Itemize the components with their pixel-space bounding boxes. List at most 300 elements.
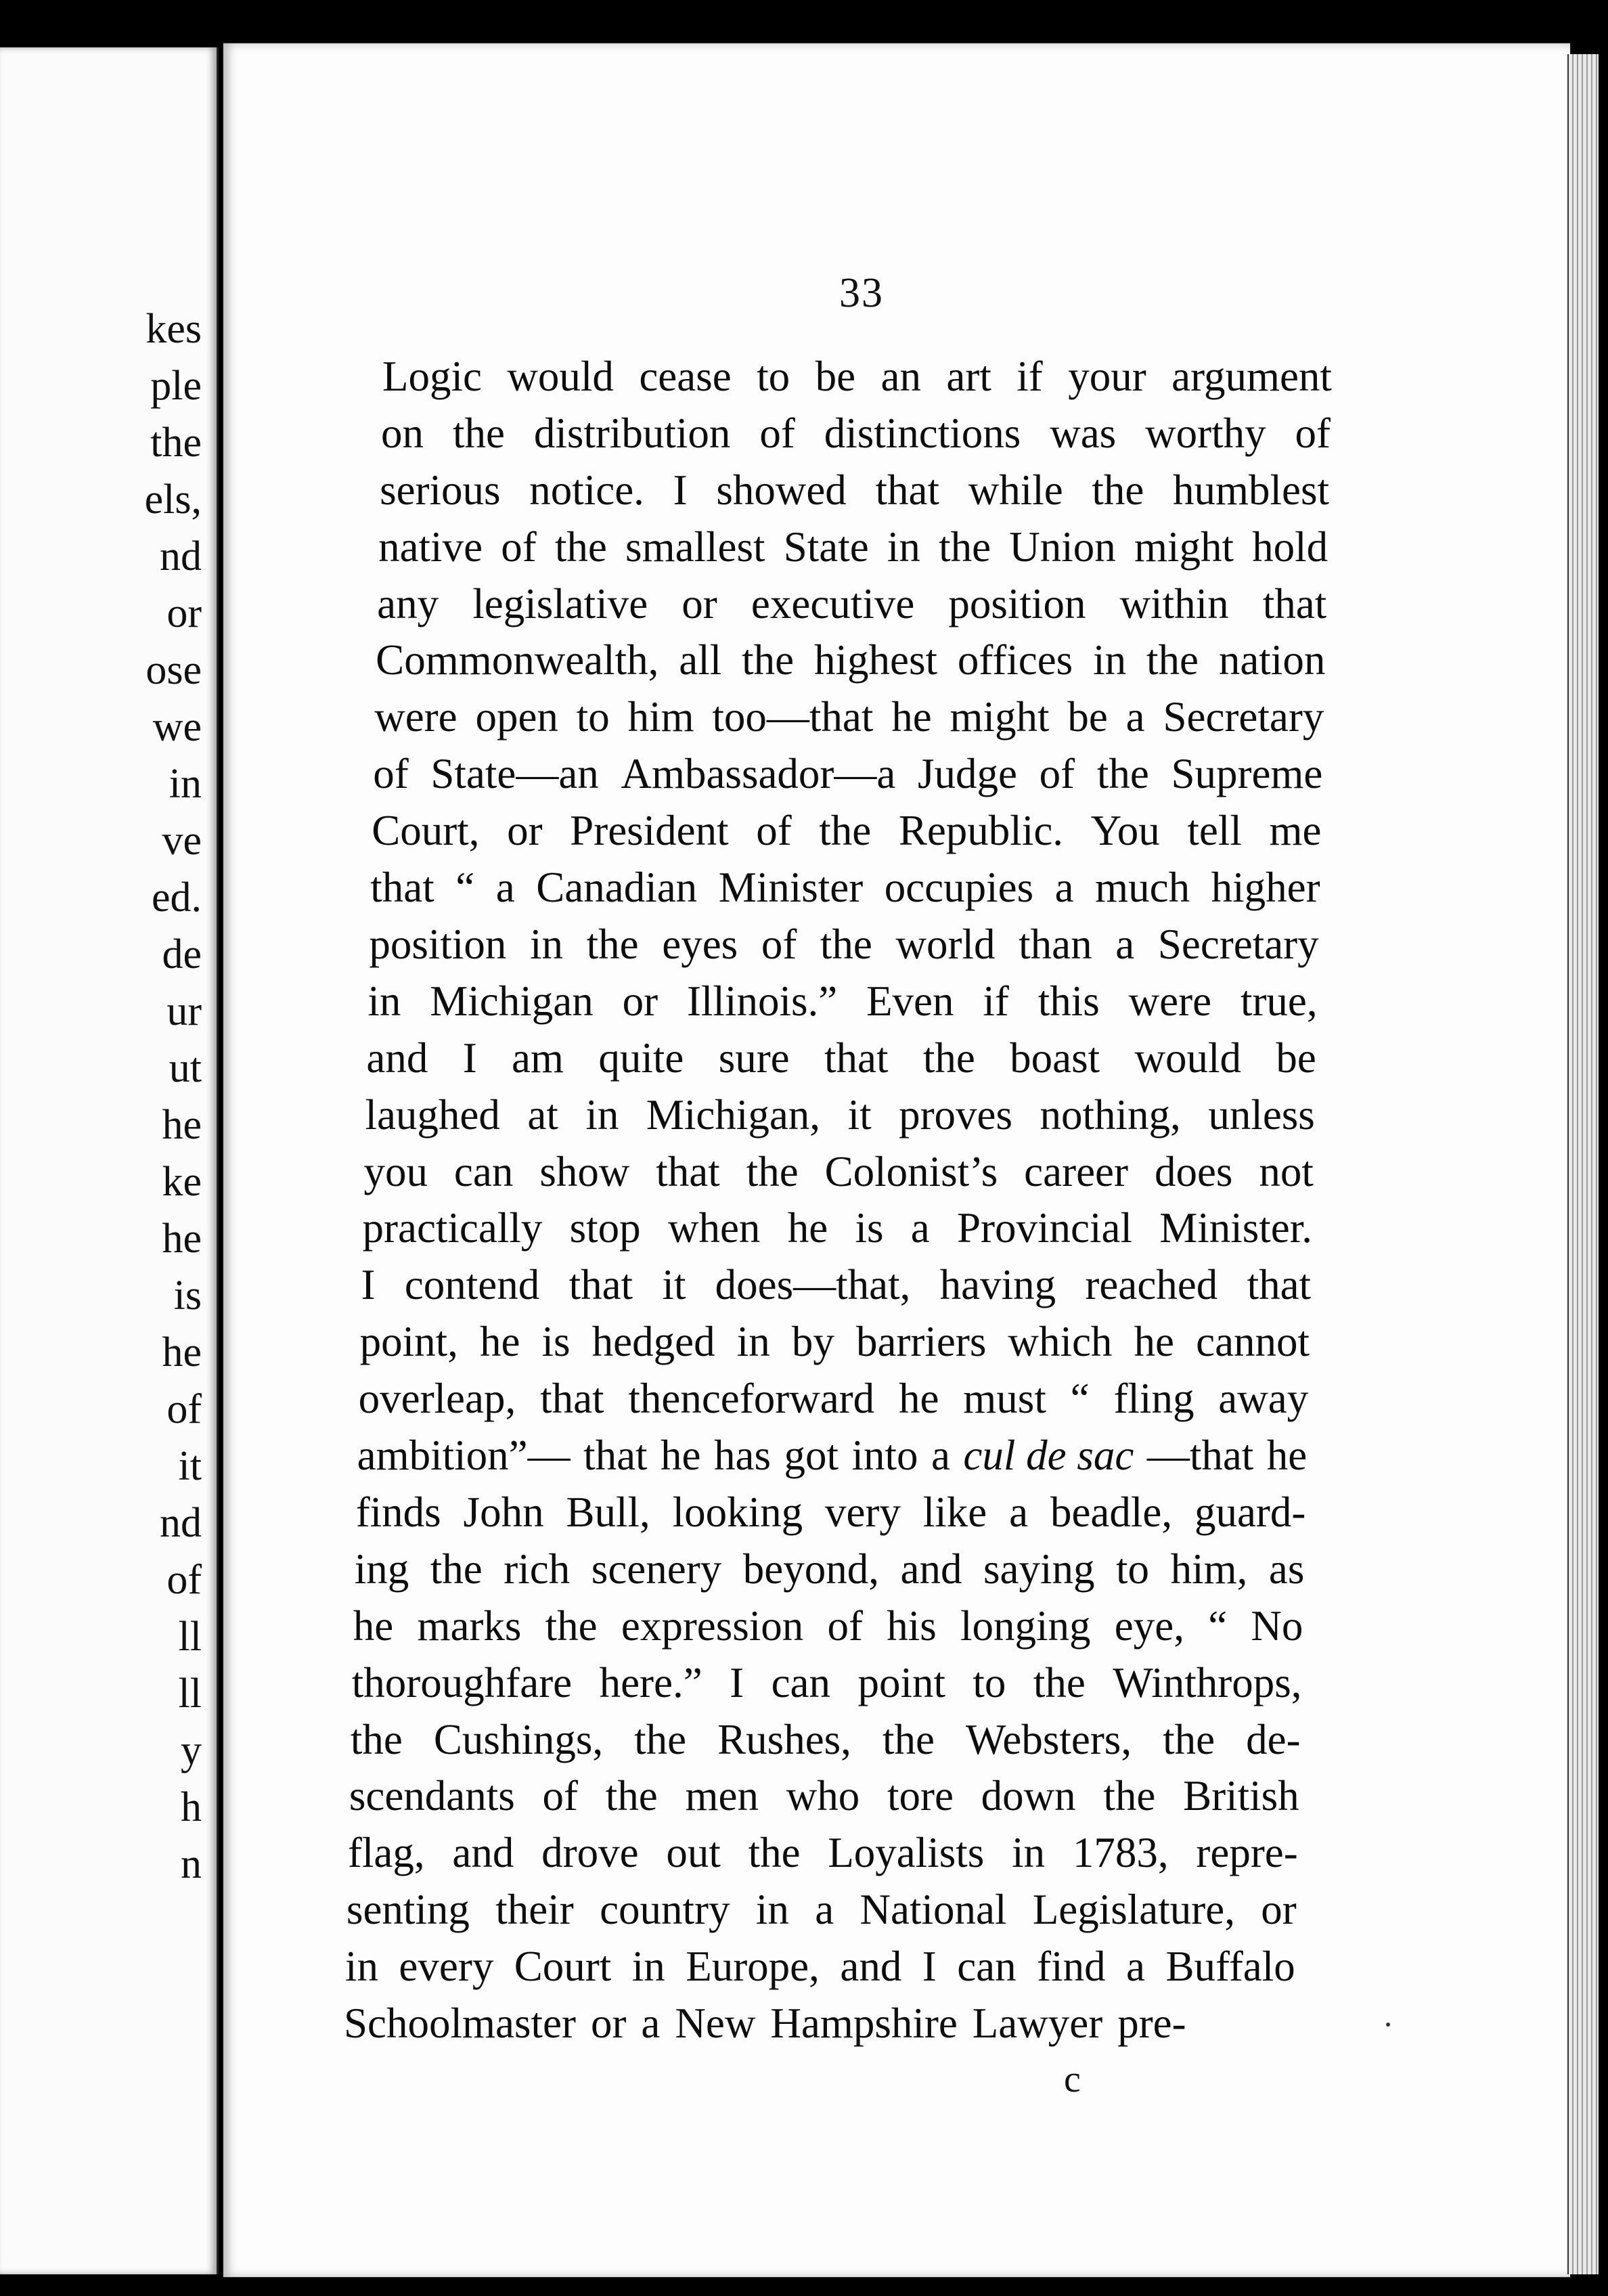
text-line (365, 1090, 1315, 1139)
word: in (736, 1318, 770, 1366)
word: it (662, 1261, 686, 1309)
word: senting (346, 1886, 470, 1934)
word: worthy (1145, 409, 1266, 457)
word: a (815, 1886, 834, 1934)
word: legislative (472, 579, 648, 627)
previous-page-text: he (162, 1216, 202, 1262)
word: the (545, 1602, 598, 1650)
word: show (539, 1147, 630, 1195)
word: reached (1085, 1261, 1218, 1309)
word: am (512, 1034, 564, 1082)
word: the (1096, 750, 1149, 798)
word: too—that (712, 693, 874, 741)
word: if (1017, 353, 1043, 400)
previous-page-text: it (178, 1443, 202, 1489)
word: which (1008, 1318, 1113, 1366)
word: ing (354, 1545, 409, 1593)
text-line (363, 1147, 1314, 1195)
word: of (756, 807, 792, 855)
word: laughed (365, 1090, 500, 1139)
word: a (1009, 1488, 1029, 1536)
word: thenceforward (628, 1375, 875, 1423)
text-line (358, 1375, 1309, 1423)
word: humblest (1173, 466, 1330, 514)
word: Even (866, 977, 954, 1025)
word: who (786, 1772, 860, 1820)
word: here.” (599, 1658, 702, 1706)
word: I (361, 1261, 376, 1309)
page-edges (1567, 54, 1599, 2274)
word: pre- (1117, 2000, 1186, 2047)
word: saying (983, 1545, 1095, 1593)
word: of (827, 1602, 864, 1650)
word: he (1134, 1318, 1174, 1366)
previous-page-text: ll (178, 1614, 202, 1660)
word: proves (899, 1090, 1013, 1139)
word: when (667, 1204, 761, 1252)
word: Union (1009, 523, 1116, 571)
word: Rushes, (717, 1715, 851, 1763)
word: as (1268, 1545, 1305, 1593)
word: Cushings, (433, 1715, 604, 1763)
word: the (820, 920, 872, 968)
word: Canadian (536, 864, 698, 912)
text-line (366, 1034, 1316, 1082)
word: not (1259, 1147, 1314, 1195)
word: would (507, 353, 614, 400)
word: a (495, 864, 515, 912)
word: cannot (1196, 1318, 1310, 1366)
word: of (761, 920, 797, 968)
previous-page-text: we (152, 704, 202, 750)
word: his (887, 1602, 937, 1650)
word: their (495, 1886, 574, 1934)
word: sure (718, 1034, 790, 1082)
word: the (350, 1715, 403, 1763)
word: a (1054, 864, 1074, 912)
word: he (787, 1204, 828, 1252)
text-line (376, 636, 1326, 684)
word: and (840, 1943, 902, 1991)
word: the (1163, 1715, 1215, 1763)
word: State (783, 523, 869, 571)
word: a (931, 1432, 950, 1480)
word: I (730, 1658, 744, 1706)
word: in (344, 1943, 378, 1991)
word: Lawyer (972, 2000, 1103, 2047)
word: the (819, 807, 872, 855)
word: this (1037, 977, 1100, 1025)
word: a (1125, 693, 1145, 741)
word: world (895, 920, 996, 968)
word: does (1154, 1147, 1233, 1195)
word: can (453, 1147, 514, 1195)
word: the (1092, 466, 1144, 514)
word: Court, (372, 807, 480, 855)
word: occupies (884, 864, 1034, 912)
word: Ambassador—a (621, 750, 896, 798)
word: I (462, 1034, 477, 1082)
word: he (891, 693, 932, 741)
previous-page-text: ed. (151, 875, 202, 921)
text-line (351, 1658, 1302, 1706)
word: were (374, 693, 457, 741)
word: he (661, 1432, 701, 1480)
word: quite (598, 1034, 684, 1082)
word: art (946, 353, 991, 400)
word: “ (455, 864, 475, 912)
word: I (673, 466, 688, 514)
page-number: 33 (839, 270, 884, 316)
previous-page-text: ll (178, 1671, 202, 1717)
previous-page-text: ut (169, 1045, 202, 1091)
previous-page-fragment (0, 47, 219, 2274)
word: Colonist’s (824, 1147, 998, 1195)
word: would (1134, 1034, 1241, 1082)
word: Schoolmaster (344, 2000, 576, 2047)
word: that (1262, 579, 1327, 627)
word: longing (960, 1602, 1091, 1650)
word: your (1068, 353, 1146, 400)
word: boast (1010, 1034, 1100, 1082)
word: looking (672, 1488, 803, 1536)
word: the (1033, 1658, 1086, 1706)
word: very (824, 1488, 901, 1536)
word: Legislature, (1032, 1886, 1235, 1934)
word: men (685, 1772, 759, 1820)
word: beyond, (742, 1545, 879, 1593)
previous-page-text: h (181, 1784, 202, 1830)
word: unless (1208, 1090, 1315, 1139)
text-line (362, 1204, 1313, 1252)
word: in (530, 920, 564, 968)
previous-page-text: of (166, 1386, 202, 1432)
word: him (627, 693, 694, 741)
word: beadle, (1050, 1488, 1173, 1536)
word: ambition”— (357, 1432, 571, 1480)
word: executive (751, 579, 915, 627)
word: Bull, (566, 1488, 650, 1536)
word: point, (359, 1318, 458, 1366)
word: him, (1170, 1545, 1248, 1593)
previous-page-text: of (166, 1557, 202, 1603)
previous-page-text: he (162, 1329, 202, 1375)
word: the (882, 1715, 935, 1763)
word: State—an (430, 750, 599, 798)
text-line (344, 1943, 1295, 1991)
print-speck (1386, 2023, 1390, 2027)
word: the (634, 1715, 687, 1763)
previous-page-text: ur (166, 988, 202, 1034)
word: in (631, 1943, 665, 1991)
signature-mark: c (1064, 2058, 1081, 2100)
word: does—that, (715, 1261, 911, 1309)
word: thoroughfare (351, 1658, 573, 1706)
word: in (1093, 636, 1127, 684)
previous-page-text: ose (146, 647, 202, 693)
word: repre- (1196, 1829, 1298, 1877)
word: the (1146, 636, 1199, 684)
word: native (378, 523, 483, 571)
word: Buffalo (1165, 1943, 1295, 1991)
word: —that (1146, 1432, 1254, 1480)
word: scenery (591, 1545, 722, 1593)
word: Loyalists (828, 1829, 985, 1877)
word: a (1126, 1943, 1146, 1991)
word: of (501, 523, 537, 571)
word: the (1103, 1772, 1156, 1820)
text-line (381, 409, 1331, 457)
word: down (981, 1772, 1076, 1820)
word: he (1266, 1432, 1308, 1480)
word: expression (621, 1602, 804, 1650)
word: having (939, 1261, 1056, 1309)
word: scendants (349, 1772, 515, 1820)
word: Court (514, 1943, 612, 1991)
word: a (1115, 920, 1135, 968)
word: country (600, 1886, 730, 1934)
text-line (359, 1318, 1310, 1366)
word: was (1050, 409, 1117, 457)
word: barriers (855, 1318, 987, 1366)
word: the (922, 1034, 975, 1082)
previous-page-text: n (181, 1841, 202, 1887)
word: drove (541, 1829, 639, 1877)
word: must (963, 1375, 1046, 1423)
word: to (973, 1658, 1006, 1706)
previous-page-text: in (169, 761, 202, 807)
word: President (570, 807, 729, 855)
word: Winthrops, (1113, 1658, 1302, 1706)
word: stop (569, 1204, 641, 1252)
word: Hampshire (770, 2000, 958, 2047)
word: every (399, 1943, 494, 1991)
word: be (1067, 693, 1108, 741)
word: hold (1252, 523, 1328, 571)
word: eye, (1114, 1602, 1184, 1650)
word: he (353, 1602, 394, 1650)
word: National (859, 1886, 1007, 1934)
word: that (1247, 1261, 1312, 1309)
word: Secretary (1157, 920, 1319, 968)
word: can (771, 1658, 831, 1706)
word: that (540, 1375, 604, 1423)
text-line (349, 1772, 1299, 1820)
text-line (346, 1886, 1297, 1934)
word: smallest (625, 523, 765, 571)
word: that (583, 1432, 648, 1480)
word: on (381, 409, 424, 457)
text-line (361, 1261, 1312, 1309)
word: Commonwealth, (376, 636, 659, 684)
word: British (1183, 1772, 1299, 1820)
previous-page-text: ke (162, 1159, 202, 1205)
word: distinctions (824, 409, 1021, 457)
word: Minister. (1159, 1204, 1313, 1252)
word: of (542, 1772, 579, 1820)
word: to (757, 353, 790, 400)
word: find (1037, 1943, 1106, 1991)
word: Supreme (1171, 750, 1323, 798)
word: highest (814, 636, 938, 684)
word: the (748, 1829, 801, 1877)
word: or (507, 807, 543, 855)
text-line (374, 693, 1324, 741)
word: finds (355, 1488, 441, 1536)
word: that (370, 864, 434, 912)
previous-page-text: de (162, 931, 202, 977)
word: into (851, 1432, 918, 1480)
previous-page-text: nd (160, 1500, 202, 1546)
word: or (590, 2000, 627, 2047)
word: flag, (347, 1829, 425, 1877)
word: might (1134, 523, 1234, 571)
word: it (847, 1090, 872, 1139)
word: career (1024, 1147, 1128, 1195)
word: the (554, 523, 607, 571)
word: in (1012, 1829, 1046, 1877)
word: point (857, 1658, 945, 1706)
word: nation (1218, 636, 1326, 684)
word: the (605, 1772, 658, 1820)
word: of (759, 409, 795, 457)
word: and (366, 1034, 428, 1082)
word: of (1039, 750, 1075, 798)
text-line (344, 2002, 1186, 2045)
word: the (586, 920, 639, 968)
word: like (922, 1488, 987, 1536)
word: in (887, 523, 920, 571)
word: nothing, (1040, 1090, 1181, 1139)
previous-page-text: he (162, 1102, 202, 1148)
word: offices (957, 636, 1073, 684)
word: much (1095, 864, 1190, 912)
word: in (367, 977, 401, 1025)
word: tell (1187, 807, 1242, 855)
word: within (1119, 579, 1229, 627)
word: position (369, 920, 507, 968)
word: any (377, 579, 439, 627)
word: Provincial (957, 1204, 1132, 1252)
previous-page-text: ve (162, 818, 202, 864)
word: an (880, 353, 921, 400)
word: while (968, 466, 1063, 514)
word: in (585, 1090, 619, 1139)
word: out (666, 1829, 721, 1877)
word: serious (380, 466, 501, 514)
previous-page-text: nd (160, 533, 202, 579)
word: you (363, 1147, 428, 1195)
word: the (430, 1545, 483, 1593)
word: Logic (382, 353, 482, 400)
text-line (369, 920, 1319, 968)
word: “ (1070, 1375, 1090, 1423)
word: notice. (529, 466, 644, 514)
word: that (656, 1147, 720, 1195)
word: You (1090, 807, 1160, 855)
word: marks (417, 1602, 522, 1650)
word: away (1218, 1375, 1309, 1423)
word: got (784, 1432, 839, 1480)
word: that (824, 1034, 889, 1082)
word: of (1295, 409, 1331, 457)
word: to (1116, 1545, 1150, 1593)
word: argument (1171, 353, 1332, 400)
word: Michigan (430, 977, 594, 1025)
word: cul de sac (963, 1432, 1134, 1480)
text-line (380, 466, 1330, 514)
word: de- (1246, 1715, 1301, 1763)
word: were (1128, 977, 1212, 1025)
word: at (527, 1090, 558, 1139)
word: 1783, (1072, 1829, 1169, 1877)
word: to (576, 693, 610, 741)
word: might (950, 693, 1050, 741)
word: I (922, 1943, 937, 1991)
word: open (475, 693, 558, 741)
text-line (378, 523, 1328, 571)
word: eyes (662, 920, 738, 968)
word: Secretary (1163, 693, 1324, 741)
word: overleap, (358, 1375, 516, 1423)
word: the (452, 409, 505, 457)
previous-page-text: els, (144, 477, 202, 523)
previous-page-text: ple (150, 363, 202, 409)
text-line (357, 1432, 1308, 1480)
previous-page-text: kes (146, 306, 202, 352)
word: Illinois.” (686, 977, 838, 1025)
text-line (373, 750, 1323, 798)
word: in (755, 1886, 789, 1934)
word: position (948, 579, 1086, 627)
word: practically (362, 1204, 543, 1252)
word: or (622, 977, 658, 1025)
word: can (957, 1943, 1017, 1991)
word: cease (639, 353, 732, 400)
text-line (377, 579, 1327, 627)
word: a (910, 1204, 930, 1252)
word: “ (1208, 1602, 1228, 1650)
word: is (855, 1204, 884, 1252)
word: all (679, 636, 722, 684)
word: that (568, 1261, 633, 1309)
previous-page-text: y (181, 1727, 202, 1773)
word: or (682, 579, 717, 627)
text-line (370, 864, 1320, 912)
text-line (367, 977, 1318, 1025)
word: Republic. (898, 807, 1064, 855)
text-line (354, 1545, 1305, 1593)
text-line (382, 355, 1332, 398)
word: he (479, 1318, 520, 1366)
word: by (791, 1318, 834, 1366)
word: and (900, 1545, 962, 1593)
previous-page-text: is (173, 1273, 202, 1319)
word: me (1269, 807, 1322, 855)
word: the (939, 523, 991, 571)
word: higher (1211, 864, 1320, 912)
word: hedged (591, 1318, 715, 1366)
word: and (452, 1829, 514, 1877)
word: distribution (533, 409, 731, 457)
word: contend (404, 1261, 540, 1309)
word: of (373, 750, 409, 798)
word: he (899, 1375, 939, 1423)
word: the (746, 1147, 799, 1195)
word: showed (716, 466, 847, 514)
previous-page-text: the (150, 420, 202, 466)
word: a (641, 2000, 661, 2047)
